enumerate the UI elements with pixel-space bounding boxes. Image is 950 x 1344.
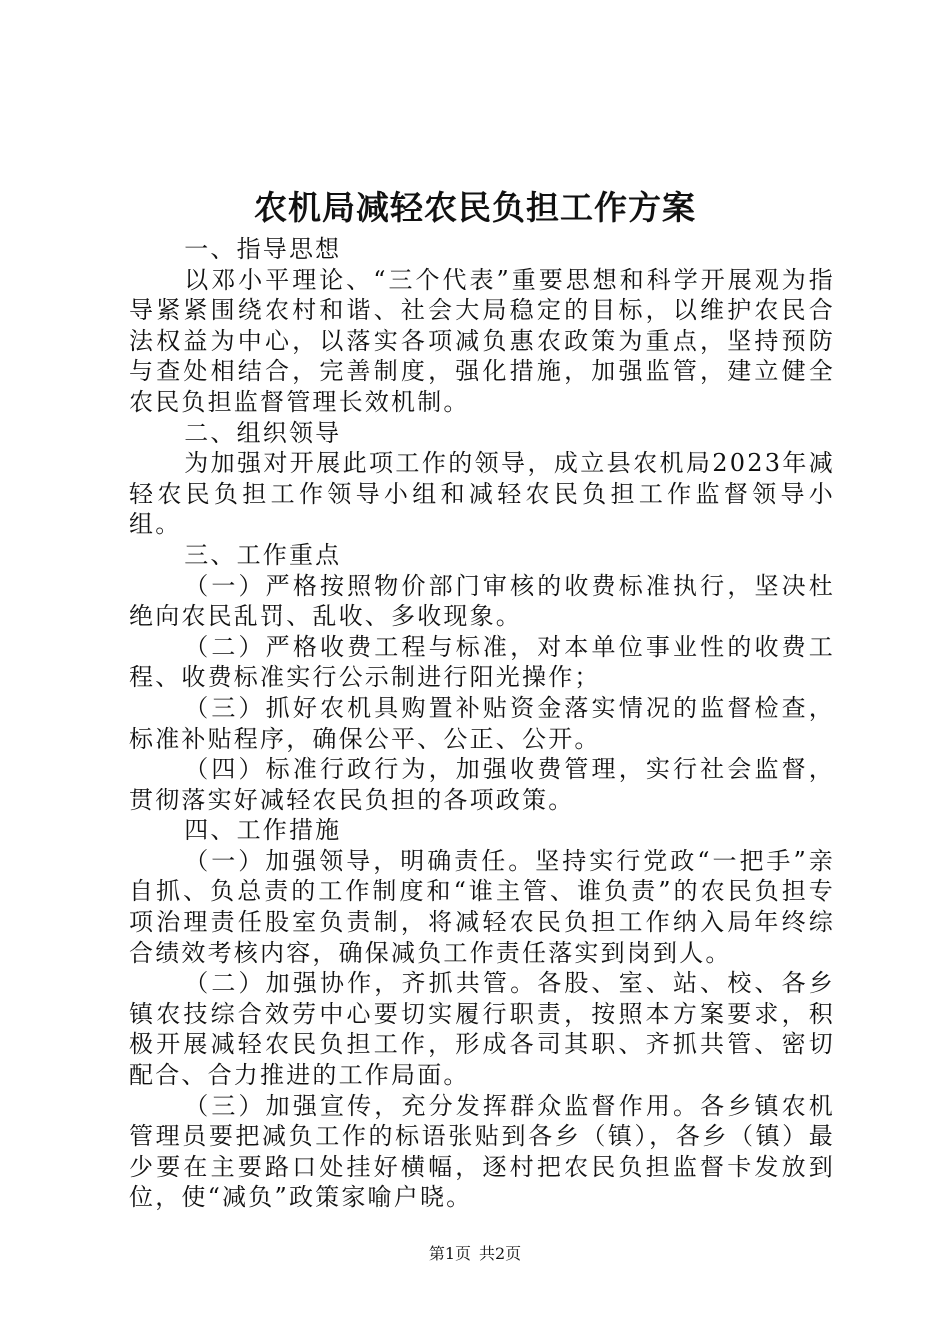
paragraph-work-focus-2: （二）严格收费工程与标准，对本单位事业性的收费工程、收费标准实行公示制进行阳光操作； — [129, 632, 835, 692]
paragraph-work-measures-3: （三）加强宣传，充分发挥群众监督作用。各乡镇农机管理员要把减负工作的标语张贴到各乡（镇），各乡（镇）最少要在主要路口处挂好横幅，逐村把农民负担监督卡发放到位，使“减负”政策家喻户晓。 — [129, 1091, 835, 1212]
paragraph-organization: 为加强对开展此项工作的领导，成立县农机局2023年减轻农民负担工作领导小组和减轻农民负担工作监督领导小组。 — [129, 449, 835, 539]
paragraph-work-measures-1: （一）加强领导，明确责任。坚持实行党政“一把手”亲自抓、负总责的工作制度和“谁主管、谁负责”的农民负担专项治理责任股室负责制，将减轻农民负担工作纳入局年终综合绩效考核内容，确保减负工作责任落实到岗到人。 — [129, 846, 835, 967]
section-heading-work-focus: 三、工作重点 — [184, 540, 342, 569]
document-title: 农机局减轻农民负担工作方案 — [254, 188, 696, 227]
section-heading-guiding-ideology: 一、指导思想 — [184, 235, 342, 263]
section-heading-work-measures: 四、工作措施 — [184, 816, 342, 845]
paragraph-work-measures-2: （二）加强协作，齐抓共管。各股、室、站、校、各乡镇农技综合效劳中心要切实履行职责，按照本方案要求，积极开展减轻农民负担工作，形成各司其职、齐抓共管、密切配合、合力推进的工作局面。 — [129, 969, 835, 1090]
paragraph-guiding-ideology: 以邓小平理论、“三个代表”重要思想和科学开展观为指导紧紧围绕农村和谐、社会大局稳定的目标，以维护农民合法权益为中心，以落实各项减负惠农政策为重点，坚持预防与查处相结合，完善制度，强化措施，加强监管，建立健全农民负担监督管理长效机制。 — [129, 265, 835, 416]
paragraph-work-focus-4: （四）标准行政行为，加强收费管理，实行社会监督，贯彻落实好减轻农民负担的各项政策。 — [129, 755, 835, 814]
document-body — [129, 234, 835, 1213]
paragraph-work-focus-3: （三）抓好农机具购置补贴资金落实情况的监督检查，标准补贴程序，确保公平、公正、公开。 — [129, 693, 835, 753]
paragraph-work-focus-1: （一）严格按照物价部门审核的收费标准执行，坚决杜绝向农民乱罚、乱收、多收现象。 — [129, 571, 835, 631]
page-footer — [0, 1243, 950, 1265]
section-heading-organization: 二、组织领导 — [184, 418, 342, 447]
page-number-current: 第1页 — [428, 1244, 471, 1263]
page-number-total: 共2页 — [479, 1244, 522, 1263]
